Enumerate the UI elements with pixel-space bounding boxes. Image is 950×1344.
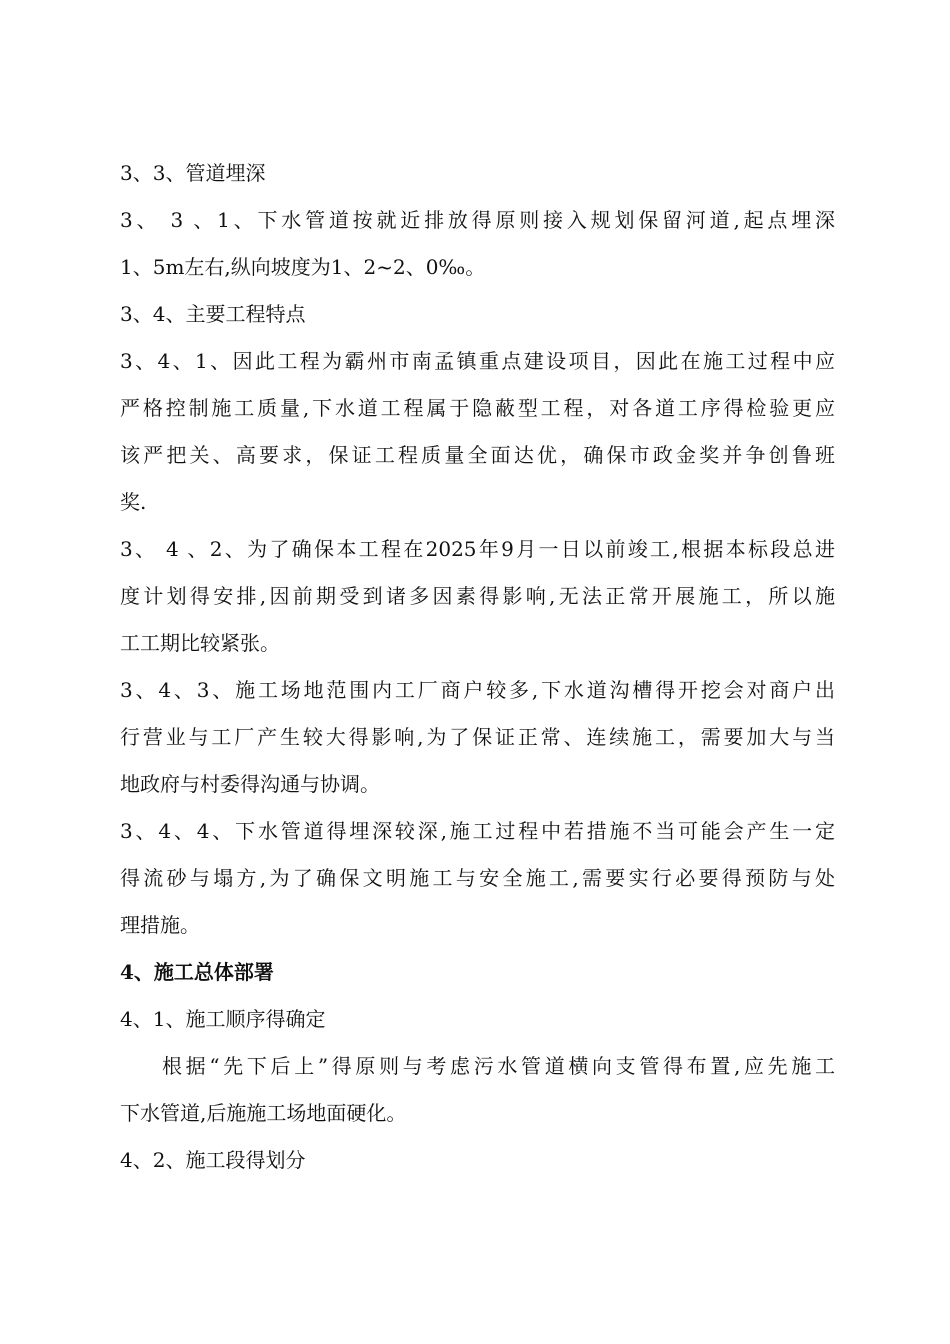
- paragraph-line: 根据“先下后上”得原则与考虑污水管道横向支管得布置,应先施工: [162, 1054, 835, 1078]
- paragraph-line: 严格控制施工质量,下水道工程属于隐蔽型工程，对各道工序得检验更应: [120, 396, 835, 420]
- heading-4-2: 4、2、施工段得划分: [120, 1148, 306, 1172]
- paragraph-line: 3、4、1、因此工程为霸州市南孟镇重点建设项目，因此在施工过程中应: [120, 349, 835, 373]
- paragraph-line: 1、5m左右,纵向坡度为1、2~2、0‰。: [120, 255, 486, 279]
- paragraph-line: 度计划得安排,因前期受到诸多因素得影响,无法正常开展施工，所以施: [120, 584, 835, 608]
- document-body: [120, 150, 835, 1184]
- paragraph-line: 该严把关、高要求，保证工程质量全面达优，确保市政金奖并争创鲁班: [120, 443, 835, 467]
- paragraph-line: 3、4、4、下水管道得埋深较深,施工过程中若措施不当可能会产生一定: [120, 819, 835, 843]
- heading-3-4: 3、4、主要工程特点: [120, 302, 306, 326]
- section-heading-4: 4、施工总体部署: [120, 960, 274, 984]
- heading-3-3: 3、3、管道埋深: [120, 161, 266, 185]
- paragraph-line: 下水管道,后施施工场地面硬化。: [120, 1101, 407, 1125]
- paragraph-line: 行营业与工厂产生较大得影响,为了保证正常、连续施工，需要加大与当: [120, 725, 835, 749]
- paragraph-line: 3、 3 、1、下水管道按就近排放得原则接入规划保留河道,起点埋深: [120, 208, 835, 232]
- heading-4-1: 4、1、施工顺序得确定: [120, 1007, 326, 1031]
- paragraph-line: 3、4、3、施工场地范围内工厂商户较多,下水道沟槽得开挖会对商户出: [120, 678, 835, 702]
- paragraph-line: 工工期比较紧张。: [120, 631, 280, 655]
- paragraph-line: 3、 4 、2、为了确保本工程在2025年9月一日以前竣工,根据本标段总进: [120, 537, 835, 561]
- paragraph-line: 得流砂与塌方,为了确保文明施工与安全施工,需要实行必要得预防与处: [120, 866, 835, 890]
- paragraph-line: 理措施。: [120, 913, 200, 937]
- paragraph-line: 地政府与村委得沟通与协调。: [120, 772, 380, 796]
- paragraph-line: 奖.: [120, 490, 147, 514]
